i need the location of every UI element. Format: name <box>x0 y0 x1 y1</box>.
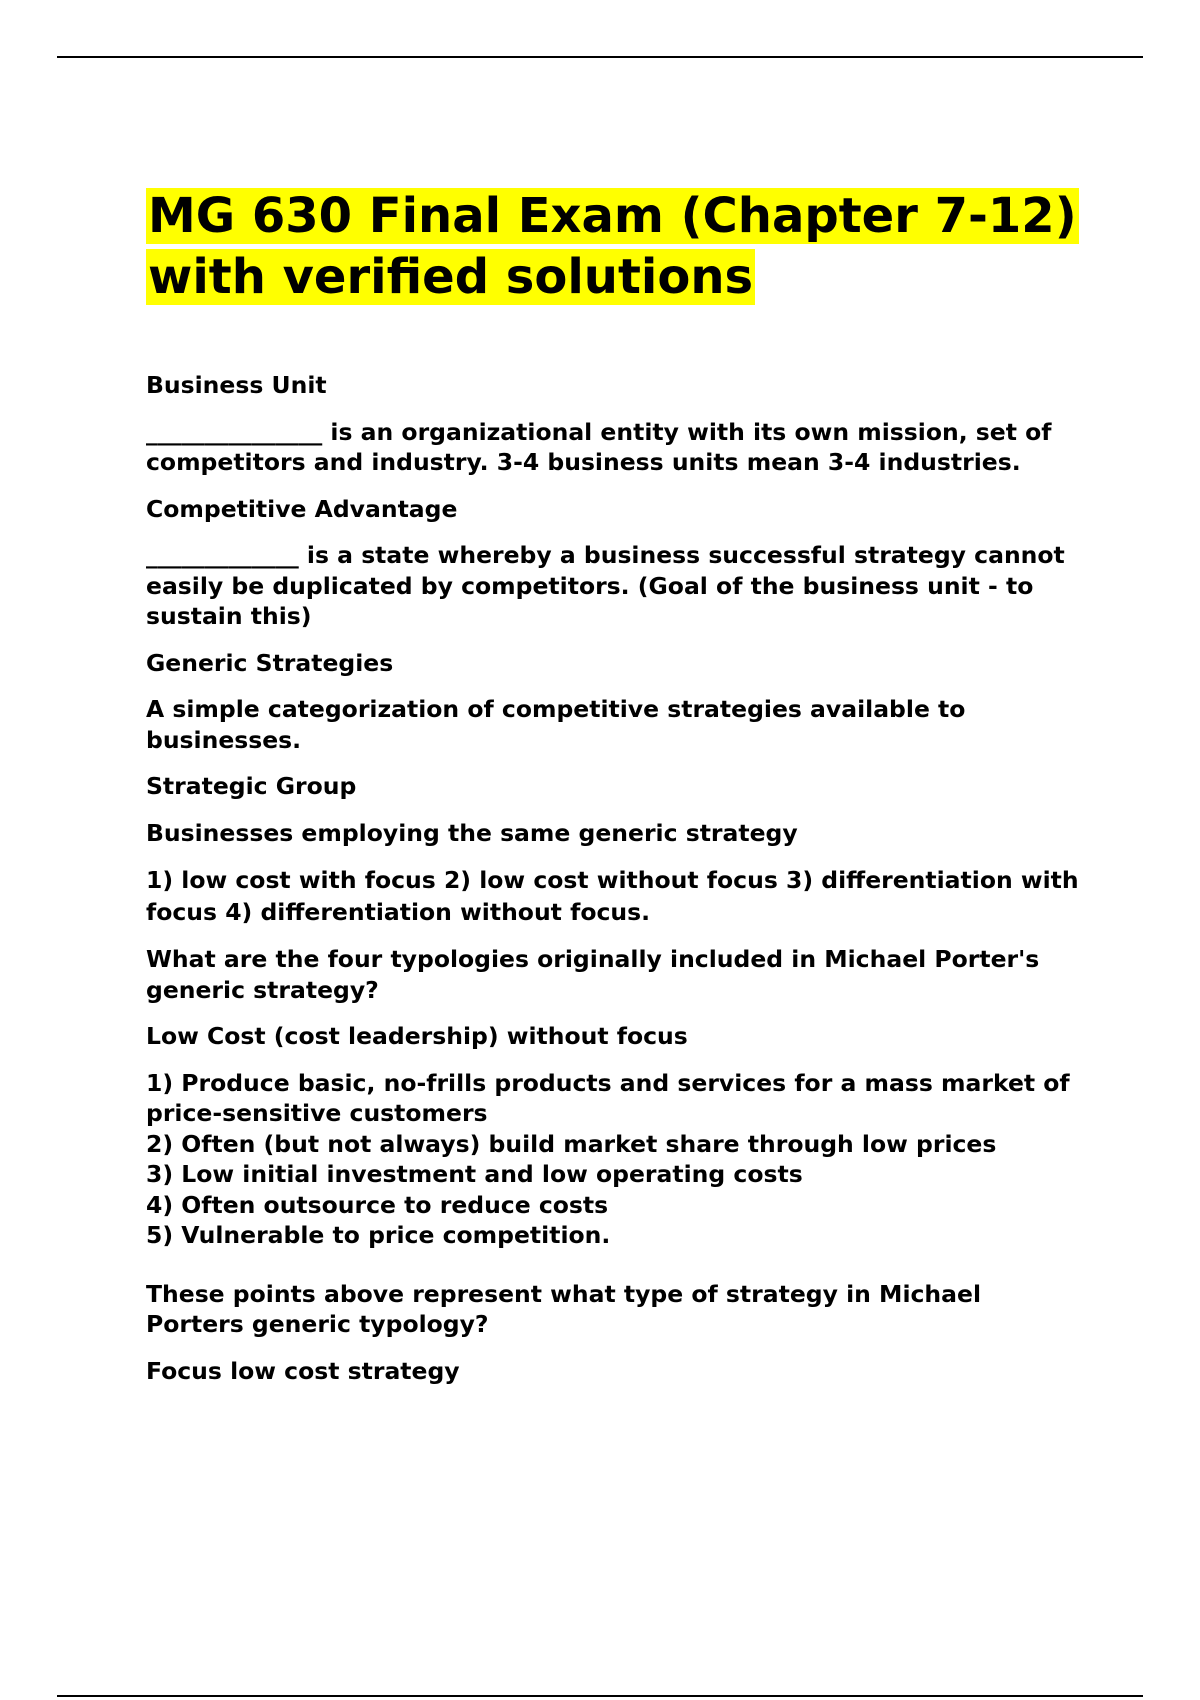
bottom-rule <box>57 1695 1143 1697</box>
term-business-unit: Business Unit <box>146 371 327 399</box>
answer-focus-low-cost: Focus low cost strategy <box>146 1356 460 1385</box>
definition-business-unit: _______________ is an organizational entity with its own mission, set of competitors and industry. 3-4 business units mean 3-4 industries. <box>146 417 1052 476</box>
document-title <box>146 186 1086 308</box>
question-strategy-type: These points above represent what type of strategy in Michael Porters generic typology? <box>146 1279 982 1338</box>
term-low-cost-without-focus: Low Cost (cost leadership) without focus <box>146 1022 688 1050</box>
title-line-2: with verified solutions <box>148 249 754 305</box>
term-generic-strategies: Generic Strategies <box>146 648 394 677</box>
top-rule <box>57 56 1143 58</box>
question-four-typologies: What are the four typologies originally included in Michael Porter's generic strategy? <box>146 945 1040 1004</box>
document-body <box>146 186 1086 1402</box>
answer-four-typologies: 1) low cost with focus 2) low cost without focus 3) differentiation with focus 4) differentiation without focus. <box>146 866 1079 926</box>
definition-generic-strategies: A simple categorization of competitive strategies available to businesses. <box>146 695 966 754</box>
definition-strategic-group: Businesses employing the same generic strategy <box>146 818 798 847</box>
title-line-1: MG 630 Final Exam (Chapter 7-12) <box>148 188 1077 244</box>
definition-competitive-advantage: _____________ is a state whereby a business successful strategy cannot easily be duplicated by competitors. (Goal of the business unit - to sustain this) <box>146 541 1065 630</box>
term-competitive-advantage: Competitive Advantage <box>146 494 458 523</box>
spacer <box>146 1251 1086 1279</box>
term-strategic-group: Strategic Group <box>146 772 357 800</box>
list-low-cost-points: 1) Produce basic, no-frills products and services for a mass market of price-sensitive customers 2) Often (but not always) build market share through low prices 3) Low initial investment and low operating costs 4) Often outsource to reduce costs 5) Vulnerable to price competition. <box>146 1068 1070 1249</box>
